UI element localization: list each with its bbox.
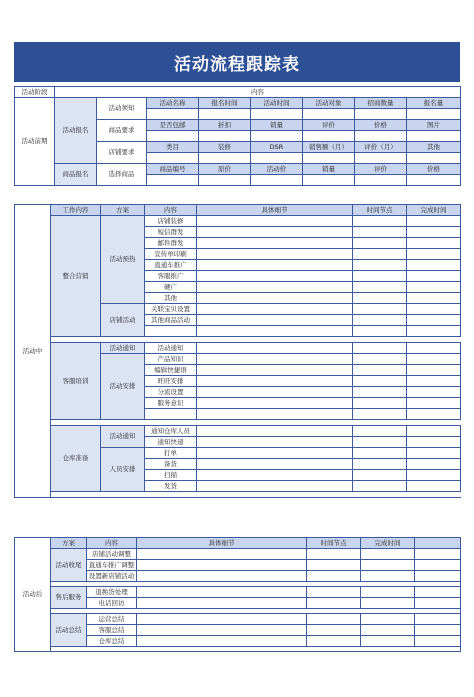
- input-cell[interactable]: [251, 175, 303, 186]
- content-item[interactable]: 仓库总结: [87, 636, 137, 647]
- time-node-cell[interactable]: [307, 549, 361, 560]
- detail-cell[interactable]: [197, 227, 353, 238]
- input-cell[interactable]: [251, 131, 303, 142]
- done-time-cell[interactable]: [407, 459, 461, 470]
- stage-header[interactable]: 活动阶段: [15, 87, 55, 98]
- done-time-cell[interactable]: [407, 343, 461, 354]
- field-header[interactable]: 商品编号: [147, 164, 199, 175]
- input-cell[interactable]: [355, 175, 407, 186]
- column-header[interactable]: 方案: [51, 538, 87, 549]
- plan-label[interactable]: 活动安排: [101, 354, 145, 420]
- field-header[interactable]: 其他: [407, 142, 461, 153]
- input-cell[interactable]: [407, 109, 461, 120]
- sub-label[interactable]: 店铺要求: [97, 142, 147, 164]
- plan-label[interactable]: 店铺活动: [101, 304, 145, 337]
- content-item[interactable]: 服务意识: [145, 398, 197, 409]
- phase-label-post[interactable]: 活动后: [15, 538, 51, 652]
- time-node-cell[interactable]: [307, 560, 361, 571]
- time-node-cell[interactable]: [353, 470, 407, 481]
- column-header[interactable]: 时间节点: [353, 205, 407, 216]
- field-header[interactable]: 评价: [355, 164, 407, 175]
- detail-cell[interactable]: [137, 560, 307, 571]
- content-item[interactable]: 硬广: [145, 282, 197, 293]
- extra-cell[interactable]: [415, 614, 461, 625]
- time-node-cell[interactable]: [353, 304, 407, 315]
- content-item[interactable]: 短信群发: [145, 227, 197, 238]
- detail-cell[interactable]: [197, 238, 353, 249]
- input-cell[interactable]: [355, 153, 407, 164]
- detail-cell[interactable]: [197, 260, 353, 271]
- content-item[interactable]: 活动通知: [145, 343, 197, 354]
- field-header[interactable]: 活动时间: [251, 98, 303, 109]
- detail-cell[interactable]: [197, 376, 353, 387]
- detail-cell[interactable]: [137, 614, 307, 625]
- time-node-cell[interactable]: [353, 426, 407, 437]
- content-item[interactable]: 直通车推广调整: [87, 560, 137, 571]
- detail-cell[interactable]: [197, 448, 353, 459]
- time-node-cell[interactable]: [353, 326, 407, 337]
- done-time-cell[interactable]: [361, 587, 415, 598]
- content-item[interactable]: 店铺活动调整: [87, 549, 137, 560]
- input-cell[interactable]: [303, 131, 355, 142]
- plan-label[interactable]: 活动预热: [101, 216, 145, 304]
- field-header[interactable]: 原价: [199, 164, 251, 175]
- input-cell[interactable]: [407, 175, 461, 186]
- content-item[interactable]: 发货: [145, 481, 197, 492]
- extra-cell[interactable]: [415, 598, 461, 609]
- detail-cell[interactable]: [197, 216, 353, 227]
- phase-label-mid[interactable]: 活动中: [15, 205, 51, 498]
- content-item[interactable]: [145, 326, 197, 337]
- detail-cell[interactable]: [137, 571, 307, 582]
- input-cell[interactable]: [407, 131, 461, 142]
- detail-cell[interactable]: [197, 459, 353, 470]
- done-time-cell[interactable]: [407, 282, 461, 293]
- field-header[interactable]: 价格: [355, 120, 407, 131]
- field-header[interactable]: 类目: [147, 142, 199, 153]
- input-cell[interactable]: [251, 109, 303, 120]
- detail-cell[interactable]: [197, 354, 353, 365]
- post-activity-table: [14, 537, 461, 652]
- content-item[interactable]: 通知快递: [145, 437, 197, 448]
- column-header[interactable]: 具体细节: [137, 538, 307, 549]
- input-cell[interactable]: [147, 153, 199, 164]
- field-header[interactable]: 活动名称: [147, 98, 199, 109]
- detail-cell[interactable]: [197, 398, 353, 409]
- detail-cell[interactable]: [197, 409, 353, 420]
- detail-cell[interactable]: [137, 549, 307, 560]
- group-label[interactable]: 活动报名: [55, 98, 97, 164]
- sub-label[interactable]: 商品要求: [97, 120, 147, 142]
- column-header[interactable]: 时间节点: [307, 538, 361, 549]
- detail-cell[interactable]: [197, 293, 353, 304]
- detail-cell[interactable]: [197, 326, 353, 337]
- field-header[interactable]: 报名量: [407, 98, 461, 109]
- detail-cell[interactable]: [137, 625, 307, 636]
- during-activity-table: [14, 204, 461, 498]
- done-time-cell[interactable]: [361, 625, 415, 636]
- input-cell[interactable]: [355, 131, 407, 142]
- done-time-cell[interactable]: [361, 549, 415, 560]
- done-time-cell[interactable]: [407, 354, 461, 365]
- column-header[interactable]: 内容: [87, 538, 137, 549]
- plan-label[interactable]: 活动通知: [101, 426, 145, 448]
- plan-label[interactable]: 活动总结: [51, 614, 87, 647]
- field-header[interactable]: 销售额（月）: [303, 142, 355, 153]
- content-item[interactable]: 编辑快捷语: [145, 365, 197, 376]
- field-header[interactable]: 招商数量: [355, 98, 407, 109]
- content-item[interactable]: 打单: [145, 448, 197, 459]
- done-time-cell[interactable]: [407, 481, 461, 492]
- time-node-cell[interactable]: [353, 387, 407, 398]
- done-time-cell[interactable]: [407, 376, 461, 387]
- time-node-cell[interactable]: [353, 249, 407, 260]
- done-time-cell[interactable]: [407, 398, 461, 409]
- input-cell[interactable]: [355, 109, 407, 120]
- sheet-title: 活动流程跟踪表: [14, 42, 460, 82]
- done-time-cell[interactable]: [407, 426, 461, 437]
- field-header[interactable]: 价格: [407, 164, 461, 175]
- column-header[interactable]: 完成时间: [407, 205, 461, 216]
- content-item[interactable]: 运营总结: [87, 614, 137, 625]
- column-header[interactable]: 方案: [101, 205, 145, 216]
- extra-cell[interactable]: [415, 625, 461, 636]
- content-item[interactable]: 产品知识: [145, 354, 197, 365]
- plan-label[interactable]: 人员安排: [101, 448, 145, 492]
- spacer-row[interactable]: [51, 492, 461, 498]
- input-cell[interactable]: [303, 175, 355, 186]
- content-item[interactable]: 客服推广: [145, 271, 197, 282]
- input-cell[interactable]: [147, 109, 199, 120]
- content-item[interactable]: 扫描: [145, 470, 197, 481]
- field-header[interactable]: DSR: [251, 142, 303, 153]
- column-header[interactable]: 工作内容: [51, 205, 101, 216]
- done-time-cell[interactable]: [407, 365, 461, 376]
- time-node-cell[interactable]: [307, 625, 361, 636]
- done-time-cell[interactable]: [407, 293, 461, 304]
- done-time-cell[interactable]: [407, 470, 461, 481]
- field-header[interactable]: 折扣: [199, 120, 251, 131]
- group-label[interactable]: 商品报名: [55, 164, 97, 186]
- input-cell[interactable]: [199, 153, 251, 164]
- done-time-cell[interactable]: [407, 216, 461, 227]
- done-time-cell[interactable]: [407, 304, 461, 315]
- detail-cell[interactable]: [197, 481, 353, 492]
- content-item[interactable]: [145, 409, 197, 420]
- detail-cell[interactable]: [197, 387, 353, 398]
- done-time-cell[interactable]: [407, 387, 461, 398]
- done-time-cell[interactable]: [407, 271, 461, 282]
- time-node-cell[interactable]: [353, 271, 407, 282]
- input-cell[interactable]: [303, 109, 355, 120]
- time-node-cell[interactable]: [307, 636, 361, 647]
- detail-cell[interactable]: [197, 304, 353, 315]
- post-activity-section: [14, 537, 460, 652]
- column-header[interactable]: 具体细节: [197, 205, 353, 216]
- pre-activity-section: [14, 86, 460, 186]
- field-header[interactable]: 报名时间: [199, 98, 251, 109]
- phase-label-pre[interactable]: 活动前期: [15, 98, 55, 186]
- content-item[interactable]: 客服总结: [87, 625, 137, 636]
- time-node-cell[interactable]: [307, 598, 361, 609]
- detail-cell[interactable]: [197, 426, 353, 437]
- extra-cell[interactable]: [415, 587, 461, 598]
- done-time-cell[interactable]: [407, 326, 461, 337]
- content-item[interactable]: 直通车推广: [145, 260, 197, 271]
- plan-label[interactable]: 活动通知: [101, 343, 145, 354]
- done-time-cell[interactable]: [361, 560, 415, 571]
- done-time-cell[interactable]: [407, 249, 461, 260]
- group-label[interactable]: 仓库准备: [51, 426, 101, 492]
- detail-cell[interactable]: [197, 365, 353, 376]
- field-header[interactable]: 是否包邮: [147, 120, 199, 131]
- time-node-cell[interactable]: [353, 238, 407, 249]
- time-node-cell[interactable]: [353, 354, 407, 365]
- field-header[interactable]: 评价: [303, 120, 355, 131]
- time-node-cell[interactable]: [353, 448, 407, 459]
- content-header[interactable]: 内容: [55, 87, 461, 98]
- field-header[interactable]: 图片: [407, 120, 461, 131]
- time-node-cell[interactable]: [307, 571, 361, 582]
- detail-cell[interactable]: [197, 249, 353, 260]
- done-time-cell[interactable]: [361, 571, 415, 582]
- input-cell[interactable]: [199, 109, 251, 120]
- content-item[interactable]: 分流设置: [145, 387, 197, 398]
- content-item[interactable]: 备货: [145, 459, 197, 470]
- done-time-cell[interactable]: [407, 238, 461, 249]
- content-item[interactable]: 电话回访: [87, 598, 137, 609]
- done-time-cell[interactable]: [361, 598, 415, 609]
- content-item[interactable]: 设置新店铺活动: [87, 571, 137, 582]
- extra-cell[interactable]: [415, 636, 461, 647]
- time-node-cell[interactable]: [353, 459, 407, 470]
- time-node-cell[interactable]: [353, 227, 407, 238]
- time-node-cell[interactable]: [353, 376, 407, 387]
- field-header[interactable]: 活动对象: [303, 98, 355, 109]
- field-header[interactable]: 活动价: [251, 164, 303, 175]
- time-node-cell[interactable]: [307, 614, 361, 625]
- content-item[interactable]: 旺旺安排: [145, 376, 197, 387]
- detail-cell[interactable]: [197, 470, 353, 481]
- input-cell[interactable]: [147, 131, 199, 142]
- plan-label[interactable]: 售后服务: [51, 587, 87, 609]
- content-item[interactable]: 退换货处理: [87, 587, 137, 598]
- sub-label[interactable]: 活动须知: [97, 98, 147, 120]
- input-cell[interactable]: [303, 153, 355, 164]
- detail-cell[interactable]: [197, 315, 353, 326]
- content-item[interactable]: 其他商品活动: [145, 315, 197, 326]
- during-activity-section: [14, 204, 460, 498]
- field-header[interactable]: 装修: [199, 142, 251, 153]
- sub-label[interactable]: 选择商品: [97, 164, 147, 186]
- done-time-cell[interactable]: [407, 437, 461, 448]
- content-item[interactable]: 其他: [145, 293, 197, 304]
- detail-cell[interactable]: [137, 636, 307, 647]
- content-item[interactable]: 通知仓库人员: [145, 426, 197, 437]
- done-time-cell[interactable]: [361, 614, 415, 625]
- group-label[interactable]: 整合营销: [51, 216, 101, 337]
- pre-activity-table: [14, 86, 461, 186]
- input-cell[interactable]: [199, 175, 251, 186]
- extra-cell[interactable]: [415, 571, 461, 582]
- detail-cell[interactable]: [197, 282, 353, 293]
- extra-cell[interactable]: [415, 560, 461, 571]
- done-time-cell[interactable]: [407, 315, 461, 326]
- time-node-cell[interactable]: [353, 343, 407, 354]
- spacer-row[interactable]: [51, 647, 461, 652]
- time-node-cell[interactable]: [307, 587, 361, 598]
- done-time-cell[interactable]: [407, 448, 461, 459]
- field-header[interactable]: 评价（月）: [355, 142, 407, 153]
- detail-cell[interactable]: [197, 437, 353, 448]
- extra-cell[interactable]: [415, 549, 461, 560]
- done-time-cell[interactable]: [407, 260, 461, 271]
- content-item[interactable]: 关联宝贝设置: [145, 304, 197, 315]
- group-label[interactable]: 客服培训: [51, 343, 101, 420]
- input-cell[interactable]: [407, 153, 461, 164]
- content-item[interactable]: 宣传单印刷: [145, 249, 197, 260]
- header-filler[interactable]: [415, 538, 461, 549]
- field-header[interactable]: 销量: [303, 164, 355, 175]
- content-item[interactable]: 邮件群发: [145, 238, 197, 249]
- time-node-cell[interactable]: [353, 260, 407, 271]
- input-cell[interactable]: [199, 131, 251, 142]
- done-time-cell[interactable]: [361, 636, 415, 647]
- time-node-cell[interactable]: [353, 315, 407, 326]
- time-node-cell[interactable]: [353, 398, 407, 409]
- column-header[interactable]: 内容: [145, 205, 197, 216]
- time-node-cell[interactable]: [353, 409, 407, 420]
- detail-cell[interactable]: [197, 343, 353, 354]
- field-header[interactable]: 销量: [251, 120, 303, 131]
- time-node-cell[interactable]: [353, 437, 407, 448]
- time-node-cell[interactable]: [353, 365, 407, 376]
- done-time-cell[interactable]: [407, 227, 461, 238]
- done-time-cell[interactable]: [407, 409, 461, 420]
- column-header[interactable]: 完成时间: [361, 538, 415, 549]
- time-node-cell[interactable]: [353, 282, 407, 293]
- input-cell[interactable]: [147, 175, 199, 186]
- detail-cell[interactable]: [197, 271, 353, 282]
- content-item[interactable]: 店铺装修: [145, 216, 197, 227]
- plan-label[interactable]: 活动收尾: [51, 549, 87, 582]
- time-node-cell[interactable]: [353, 293, 407, 304]
- input-cell[interactable]: [251, 153, 303, 164]
- time-node-cell[interactable]: [353, 481, 407, 492]
- time-node-cell[interactable]: [353, 216, 407, 227]
- detail-cell[interactable]: [137, 598, 307, 609]
- detail-cell[interactable]: [137, 587, 307, 598]
